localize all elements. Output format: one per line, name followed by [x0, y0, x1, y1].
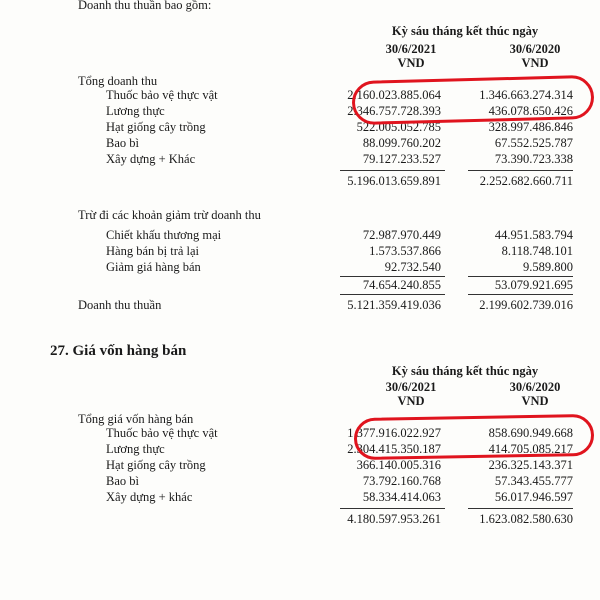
- subtotal-rule: [340, 508, 445, 509]
- value-2021: 73.792.160.768: [362, 474, 441, 488]
- cogs-section-title: 27. Giá vốn hàng bán: [50, 343, 187, 359]
- period-header: Kỳ sáu tháng kết thúc ngày: [391, 364, 539, 378]
- col2-unit: VND: [521, 56, 549, 70]
- value-2020: 328.997.486.846: [488, 120, 573, 134]
- deduct-total-2021: 74.654.240.855: [362, 278, 441, 292]
- value-2020: 1.346.663.274.314: [479, 88, 573, 102]
- row-label: Chiết khấu thương mại: [106, 228, 222, 242]
- value-2021: 79.127.233.527: [362, 152, 441, 166]
- value-2021: 522.005.052.785: [356, 120, 441, 134]
- value-2020: 44.951.583.794: [494, 228, 573, 242]
- col1-date: 30/6/2021: [385, 42, 437, 56]
- value-2020: 858.690.949.668: [488, 426, 573, 440]
- value-2020: 414.705.085.217: [488, 442, 573, 456]
- value-2021: 58.334.414.063: [362, 490, 441, 504]
- subtotal-rule: [468, 170, 573, 171]
- net-revenue-label: Doanh thu thuần: [78, 298, 162, 312]
- value-2021: 92.732.540: [384, 260, 441, 274]
- value-2020: 436.078.650.426: [488, 104, 573, 118]
- col1-date: 30/6/2021: [385, 380, 437, 394]
- cogs-total-2021: 4.180.597.953.261: [347, 512, 441, 526]
- subtotal-rule: [468, 294, 573, 295]
- col2-date: 30/6/2020: [509, 380, 561, 394]
- row-label: Hạt giống cây trồng: [106, 120, 206, 134]
- subtotal-rule: [340, 170, 445, 171]
- row-label: Bao bì: [106, 474, 139, 488]
- subtotal-rule: [468, 276, 573, 277]
- gross-total-2020: 2.252.682.660.711: [479, 174, 573, 188]
- cogs-total-2020: 1.623.082.580.630: [479, 512, 573, 526]
- deductions-label: Trừ đi các khoản giảm trừ doanh thu: [78, 208, 261, 222]
- value-2020: 236.325.143.371: [488, 458, 573, 472]
- row-label: Hàng bán bị trả lại: [106, 244, 200, 258]
- gross-revenue-label: Tổng doanh thu: [78, 74, 158, 88]
- subtotal-rule: [468, 508, 573, 509]
- value-2021: 1.377.916.022.927: [347, 426, 441, 440]
- subtotal-rule: [340, 276, 445, 277]
- highlight-oval-revenue: [351, 75, 594, 125]
- value-2021: 2.304.415.350.187: [347, 442, 441, 456]
- value-2020: 8.118.748.101: [501, 244, 573, 258]
- revenue-intro: Doanh thu thuần bao gồm:: [78, 0, 212, 12]
- value-2021: 2.346.757.728.393: [347, 104, 441, 118]
- highlight-oval-cogs: [354, 414, 595, 460]
- row-label: Lương thực: [106, 442, 165, 456]
- row-label: Hạt giống cây trồng: [106, 458, 206, 472]
- value-2020: 57.343.455.777: [494, 474, 573, 488]
- gross-total-2021: 5.196.013.659.891: [347, 174, 441, 188]
- net-2021: 5.121.359.419.036: [347, 298, 441, 312]
- subtotal-rule: [340, 294, 445, 295]
- row-label: Thuốc bảo vệ thực vật: [106, 426, 218, 440]
- col2-date: 30/6/2020: [509, 42, 561, 56]
- period-header: Kỳ sáu tháng kết thúc ngày: [391, 24, 539, 38]
- value-2021: 366.140.005.316: [356, 458, 441, 472]
- net-2020: 2.199.602.739.016: [479, 298, 573, 312]
- col2-unit: VND: [521, 394, 549, 408]
- row-label: Giảm giá hàng bán: [106, 260, 201, 274]
- row-label: Xây dựng + Khác: [106, 152, 196, 166]
- value-2020: 67.552.525.787: [494, 136, 573, 150]
- value-2020: 9.589.800: [523, 260, 573, 274]
- value-2021: 72.987.970.449: [362, 228, 441, 242]
- deduct-total-2020: 53.079.921.695: [494, 278, 573, 292]
- value-2021: 2.160.023.885.064: [347, 88, 441, 102]
- value-2021: 88.099.760.202: [362, 136, 441, 150]
- cogs-total-label: Tổng giá vốn hàng bán: [78, 412, 194, 426]
- row-label: Thuốc bảo vệ thực vật: [106, 88, 218, 102]
- value-2020: 73.390.723.338: [494, 152, 573, 166]
- row-label: Xây dựng + khác: [106, 490, 193, 504]
- col1-unit: VND: [397, 394, 425, 408]
- value-2021: 1.573.537.866: [369, 244, 441, 258]
- row-label: Bao bì: [106, 136, 139, 150]
- row-label: Lương thực: [106, 104, 165, 118]
- value-2020: 56.017.946.597: [494, 490, 573, 504]
- col1-unit: VND: [397, 56, 425, 70]
